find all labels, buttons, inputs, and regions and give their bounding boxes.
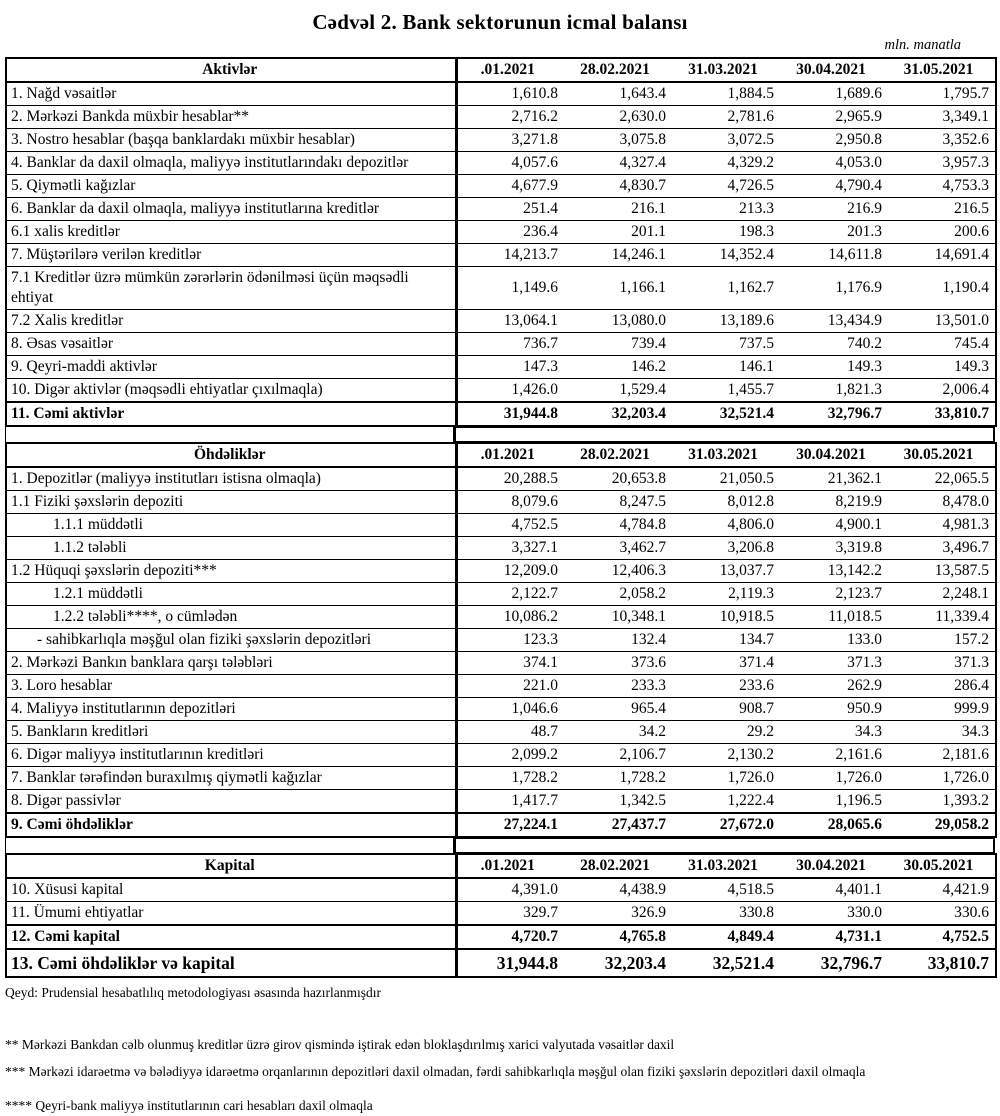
table-row: [6, 560, 996, 583]
table-row: [6, 106, 996, 129]
cell-value: 371.3: [888, 652, 996, 675]
cell-value: 32,796.7: [780, 402, 888, 426]
row-label: 7.2 Xalis kreditlər: [6, 310, 456, 333]
cell-value: 22,065.5: [888, 467, 996, 491]
cell-value: 13,501.0: [888, 310, 996, 333]
row-label: 11. Cəmi aktivlər: [6, 402, 456, 426]
table-row: [6, 467, 996, 491]
row-label: 10. Digər aktivlər (məqsədli ehtiyatlar çıxılmaqla): [6, 379, 456, 403]
cell-value: 4,752.5: [456, 514, 564, 537]
cell-value: 8,247.5: [564, 491, 672, 514]
table-row: [6, 152, 996, 175]
cell-value: 2,248.1: [888, 583, 996, 606]
table-row: [6, 244, 996, 267]
row-label: 9. Qeyri-maddi aktivlər: [6, 356, 456, 379]
date-column-header: 31.05.2021: [888, 58, 996, 82]
cell-value: 149.3: [780, 356, 888, 379]
cell-value: 12,209.0: [456, 560, 564, 583]
cell-value: 908.7: [672, 698, 780, 721]
cell-value: 4,753.3: [888, 175, 996, 198]
table-row: [6, 629, 996, 652]
table-row: [6, 652, 996, 675]
cell-value: 374.1: [456, 652, 564, 675]
cell-value: 21,050.5: [672, 467, 780, 491]
row-label: 1.2 Hüquqi şəxslərin depoziti***: [6, 560, 456, 583]
row-label: 1.2.2 tələbli****, o cümlədən: [6, 606, 456, 629]
cell-value: 4,053.0: [780, 152, 888, 175]
cell-value: 3,957.3: [888, 152, 996, 175]
row-label: 7. Müştərilərə verilən kreditlər: [6, 244, 456, 267]
row-label: 1. Depozitlər (maliyyə institutları istisna olmaqla): [6, 467, 456, 491]
cell-value: 2,965.9: [780, 106, 888, 129]
cell-value: 11,339.4: [888, 606, 996, 629]
cell-value: 4,765.8: [564, 925, 672, 949]
cell-value: 737.5: [672, 333, 780, 356]
cell-value: 27,224.1: [456, 813, 564, 837]
aktivler-section-title: Aktivlər: [6, 58, 456, 82]
cell-value: 371.3: [780, 652, 888, 675]
cell-value: 27,437.7: [564, 813, 672, 837]
row-label: 2. Mərkəzi Bankda müxbir hesablar**: [6, 106, 456, 129]
cell-value: 4,790.4: [780, 175, 888, 198]
table-row: [6, 698, 996, 721]
cell-value: 2,058.2: [564, 583, 672, 606]
cell-value: 2,006.4: [888, 379, 996, 403]
table-spacer: [5, 427, 995, 442]
cell-value: 1,726.0: [672, 767, 780, 790]
cell-value: 3,349.1: [888, 106, 996, 129]
cell-value: 4,329.2: [672, 152, 780, 175]
cell-value: 2,130.2: [672, 744, 780, 767]
page-title: Cədvəl 2. Bank sektorunun icmal balansı: [312, 10, 688, 34]
cell-value: 330.6: [888, 902, 996, 926]
cell-value: 10,086.2: [456, 606, 564, 629]
cell-value: 1,162.7: [672, 267, 780, 310]
cell-value: 286.4: [888, 675, 996, 698]
cell-value: 13,080.0: [564, 310, 672, 333]
cell-value: 201.3: [780, 221, 888, 244]
cell-value: 2,122.7: [456, 583, 564, 606]
aktivler-table: [5, 57, 997, 427]
unit-label: mln. manatla: [884, 37, 961, 53]
cell-value: 4,830.7: [564, 175, 672, 198]
cell-value: 965.4: [564, 698, 672, 721]
cell-value: 1,149.6: [456, 267, 564, 310]
cell-value: 740.2: [780, 333, 888, 356]
cell-value: 1,728.2: [456, 767, 564, 790]
date-column-header: 28.02.2021: [564, 58, 672, 82]
cell-value: 216.1: [564, 198, 672, 221]
table-row: [6, 537, 996, 560]
cell-value: 27,672.0: [672, 813, 780, 837]
cell-value: 149.3: [888, 356, 996, 379]
cell-value: 330.0: [780, 902, 888, 926]
table-row: [6, 221, 996, 244]
date-column-header: 30.05.2021: [888, 443, 996, 467]
cell-value: 1,176.9: [780, 267, 888, 310]
cell-value: 2,106.7: [564, 744, 672, 767]
cell-value: 13,037.7: [672, 560, 780, 583]
cell-value: 14,352.4: [672, 244, 780, 267]
cell-value: 14,611.8: [780, 244, 888, 267]
table-row: [6, 514, 996, 537]
table-row: [6, 267, 996, 310]
cell-value: 4,518.5: [672, 878, 780, 902]
table-row: [6, 813, 996, 837]
cell-value: 2,161.6: [780, 744, 888, 767]
cell-value: 3,319.8: [780, 537, 888, 560]
cell-value: 2,781.6: [672, 106, 780, 129]
cell-value: 133.0: [780, 629, 888, 652]
cell-value: 3,206.8: [672, 537, 780, 560]
date-column-header: 30.04.2021: [780, 443, 888, 467]
row-label: 7. Banklar tərəfindən buraxılmış qiymətli kağızlar: [6, 767, 456, 790]
cell-value: 4,421.9: [888, 878, 996, 902]
kapital-table: [5, 853, 997, 978]
cell-value: 1,393.2: [888, 790, 996, 814]
table-row: [6, 333, 996, 356]
date-column-header: 30.04.2021: [780, 58, 888, 82]
table-row: [6, 721, 996, 744]
row-label: 2. Mərkəzi Bankın banklara qarşı tələbləri: [6, 652, 456, 675]
cell-value: 4,677.9: [456, 175, 564, 198]
cell-value: 157.2: [888, 629, 996, 652]
cell-value: 4,900.1: [780, 514, 888, 537]
cell-value: 2,099.2: [456, 744, 564, 767]
date-column-header: 28.02.2021: [564, 854, 672, 878]
row-label: 6. Banklar da daxil olmaqla, maliyyə institutlarına kreditlər: [6, 198, 456, 221]
table-row: [6, 790, 996, 814]
row-label: 3. Nostro hesablar (başqa banklardakı müxbir hesablar): [6, 129, 456, 152]
cell-value: 233.6: [672, 675, 780, 698]
cell-value: 4,726.5: [672, 175, 780, 198]
table-row: [6, 675, 996, 698]
table-row: [6, 198, 996, 221]
cell-value: 20,288.5: [456, 467, 564, 491]
row-label: 5. Bankların kreditləri: [6, 721, 456, 744]
cell-value: 4,752.5: [888, 925, 996, 949]
cell-value: 2,630.0: [564, 106, 672, 129]
cell-value: 4,784.8: [564, 514, 672, 537]
date-column-header: 31.03.2021: [672, 443, 780, 467]
balance-tables: [5, 57, 995, 978]
cell-value: 14,213.7: [456, 244, 564, 267]
cell-value: 134.7: [672, 629, 780, 652]
cell-value: 2,119.3: [672, 583, 780, 606]
table-spacer: [5, 838, 995, 853]
row-label: 9. Cəmi öhdəliklər: [6, 813, 456, 837]
cell-value: 221.0: [456, 675, 564, 698]
ohdelikler-table: [5, 442, 997, 838]
cell-value: 32,521.4: [672, 949, 780, 977]
cell-value: 216.9: [780, 198, 888, 221]
spacer-data-cell: [456, 427, 993, 442]
aktivler-header-row: [6, 58, 996, 82]
date-column-header: 30.05.2021: [888, 854, 996, 878]
cell-value: 1,190.4: [888, 267, 996, 310]
cell-value: 216.5: [888, 198, 996, 221]
cell-value: 4,731.1: [780, 925, 888, 949]
kapital-header-row: [6, 854, 996, 878]
cell-value: 132.4: [564, 629, 672, 652]
cell-value: 1,689.6: [780, 82, 888, 106]
row-label: 5. Qiymətli kağızlar: [6, 175, 456, 198]
cell-value: 330.8: [672, 902, 780, 926]
cell-value: 4,401.1: [780, 878, 888, 902]
cell-value: 1,726.0: [780, 767, 888, 790]
table-row: [6, 82, 996, 106]
row-label: 6.1 xalis kreditlər: [6, 221, 456, 244]
cell-value: 950.9: [780, 698, 888, 721]
row-label: 4. Banklar da daxil olmaqla, maliyyə institutlarındakı depozitlər: [6, 152, 456, 175]
row-label: 8. Əsas vəsaitlər: [6, 333, 456, 356]
table-row: [6, 356, 996, 379]
table-row: [6, 949, 996, 977]
cell-value: 1,196.5: [780, 790, 888, 814]
spacer-label-cell: [6, 838, 456, 853]
cell-value: 4,849.4: [672, 925, 780, 949]
row-label: 12. Cəmi kapital: [6, 925, 456, 949]
cell-value: 1,222.4: [672, 790, 780, 814]
cell-value: 1,342.5: [564, 790, 672, 814]
cell-value: 1,455.7: [672, 379, 780, 403]
cell-value: 3,075.8: [564, 129, 672, 152]
row-label: 11. Ümumi ehtiyatlar: [6, 902, 456, 926]
cell-value: 33,810.7: [888, 402, 996, 426]
cell-value: 3,271.8: [456, 129, 564, 152]
table-row: [6, 767, 996, 790]
cell-value: 2,181.6: [888, 744, 996, 767]
cell-value: 999.9: [888, 698, 996, 721]
cell-value: 736.7: [456, 333, 564, 356]
cell-value: 1,417.7: [456, 790, 564, 814]
cell-value: 4,806.0: [672, 514, 780, 537]
date-column-header: .01.2021: [456, 58, 564, 82]
cell-value: 32,203.4: [564, 949, 672, 977]
cell-value: 1,728.2: [564, 767, 672, 790]
row-label: 13. Cəmi öhdəliklər və kapital: [6, 949, 456, 977]
cell-value: 31,944.8: [456, 402, 564, 426]
table-row: [6, 491, 996, 514]
cell-value: 12,406.3: [564, 560, 672, 583]
cell-value: 1,821.3: [780, 379, 888, 403]
cell-value: 31,944.8: [456, 949, 564, 977]
cell-value: 739.4: [564, 333, 672, 356]
cell-value: 1,795.7: [888, 82, 996, 106]
footnotes: [5, 1035, 995, 1116]
row-label: 10. Xüsusi kapital: [6, 878, 456, 902]
cell-value: 13,064.1: [456, 310, 564, 333]
table-row: [6, 606, 996, 629]
cell-value: 236.4: [456, 221, 564, 244]
cell-value: 13,587.5: [888, 560, 996, 583]
row-label: 8. Digər passivlər: [6, 790, 456, 814]
cell-value: 233.3: [564, 675, 672, 698]
cell-value: 29,058.2: [888, 813, 996, 837]
table-row: [6, 925, 996, 949]
cell-value: 34.2: [564, 721, 672, 744]
row-label: 4. Maliyyə institutlarının depozitləri: [6, 698, 456, 721]
cell-value: 201.1: [564, 221, 672, 244]
cell-value: 4,438.9: [564, 878, 672, 902]
ohdelikler-section-title: Öhdəliklər: [6, 443, 456, 467]
cell-value: 2,123.7: [780, 583, 888, 606]
cell-value: 20,653.8: [564, 467, 672, 491]
cell-value: 14,246.1: [564, 244, 672, 267]
cell-value: 8,219.9: [780, 491, 888, 514]
cell-value: 213.3: [672, 198, 780, 221]
row-label: 7.1 Kreditlər üzrə mümkün zərərlərin ödənilməsi üçün məqsədli ehtiyat: [6, 267, 456, 310]
cell-value: 32,796.7: [780, 949, 888, 977]
cell-value: 4,057.6: [456, 152, 564, 175]
table-row: [6, 902, 996, 926]
cell-value: 8,079.6: [456, 491, 564, 514]
cell-value: 4,981.3: [888, 514, 996, 537]
cell-value: 146.1: [672, 356, 780, 379]
cell-value: 29.2: [672, 721, 780, 744]
cell-value: 1,610.8: [456, 82, 564, 106]
cell-value: 147.3: [456, 356, 564, 379]
cell-value: 28,065.6: [780, 813, 888, 837]
spacer-data-cell: [456, 838, 993, 853]
date-column-header: 31.03.2021: [672, 854, 780, 878]
cell-value: 3,352.6: [888, 129, 996, 152]
table-row: [6, 129, 996, 152]
cell-value: 32,521.4: [672, 402, 780, 426]
footnote-text: *** Mərkəzi idarəetmə və bələdiyyə idarəetmə orqanlarının depozitləri daxil olmadan, fərdi sahibkarlıqla məşğul olan fiziki şəxslərin depozitləri daxil olmaqla: [5, 1064, 866, 1079]
footnote-text: ** Mərkəzi Bankdan cəlb olunmuş kreditlər üzrə girov qismində iştirak edən bloklaşdırılmış xarici valyutada vəsaitlər daxil: [5, 1037, 675, 1052]
cell-value: 262.9: [780, 675, 888, 698]
cell-value: 14,691.4: [888, 244, 996, 267]
cell-value: 32,203.4: [564, 402, 672, 426]
table-row: [6, 402, 996, 426]
date-column-header: .01.2021: [456, 854, 564, 878]
date-column-header: 28.02.2021: [564, 443, 672, 467]
cell-value: 10,348.1: [564, 606, 672, 629]
footnote-text: **** Qeyri-bank maliyyə institutlarının cari hesabları daxil olmaqla: [5, 1098, 373, 1113]
row-label: 6. Digər maliyyə institutlarının kreditləri: [6, 744, 456, 767]
cell-value: 200.6: [888, 221, 996, 244]
cell-value: 34.3: [888, 721, 996, 744]
row-label: 1.2.1 müddətli: [6, 583, 456, 606]
row-label: 1. Nağd vəsaitlər: [6, 82, 456, 106]
cell-value: 326.9: [564, 902, 672, 926]
kapital-section-title: Kapital: [6, 854, 456, 878]
cell-value: 48.7: [456, 721, 564, 744]
cell-value: 1,529.4: [564, 379, 672, 403]
row-label: 1.1.2 tələbli: [6, 537, 456, 560]
table-row: [6, 878, 996, 902]
cell-value: 13,142.2: [780, 560, 888, 583]
cell-value: 2,950.8: [780, 129, 888, 152]
cell-value: 4,391.0: [456, 878, 564, 902]
cell-value: 3,462.7: [564, 537, 672, 560]
cell-value: 13,189.6: [672, 310, 780, 333]
cell-value: 8,478.0: [888, 491, 996, 514]
cell-value: 1,166.1: [564, 267, 672, 310]
cell-value: 146.2: [564, 356, 672, 379]
cell-value: 1,884.5: [672, 82, 780, 106]
date-column-header: .01.2021: [456, 443, 564, 467]
methodology-note: Qeyd: Prudensial hesabatlılıq metodologiyası əsasında hazırlanmışdır: [5, 985, 382, 1000]
ohdelikler-header-row: [6, 443, 996, 467]
cell-value: 3,327.1: [456, 537, 564, 560]
cell-value: 10,918.5: [672, 606, 780, 629]
row-label: 3. Loro hesablar: [6, 675, 456, 698]
cell-value: 1,426.0: [456, 379, 564, 403]
table-row: [6, 310, 996, 333]
cell-value: 123.3: [456, 629, 564, 652]
row-label: 1.1 Fiziki şəxslərin depoziti: [6, 491, 456, 514]
cell-value: 11,018.5: [780, 606, 888, 629]
cell-value: 34.3: [780, 721, 888, 744]
cell-value: 373.6: [564, 652, 672, 675]
cell-value: 3,072.5: [672, 129, 780, 152]
cell-value: 1,643.4: [564, 82, 672, 106]
cell-value: 13,434.9: [780, 310, 888, 333]
date-column-header: 30.04.2021: [780, 854, 888, 878]
cell-value: 371.4: [672, 652, 780, 675]
cell-value: 1,726.0: [888, 767, 996, 790]
date-column-header: 31.03.2021: [672, 58, 780, 82]
row-label: 1.1.1 müddətli: [6, 514, 456, 537]
cell-value: 198.3: [672, 221, 780, 244]
cell-value: 329.7: [456, 902, 564, 926]
cell-value: 745.4: [888, 333, 996, 356]
cell-value: 1,046.6: [456, 698, 564, 721]
spacer-label-cell: [6, 427, 456, 442]
row-label: - sahibkarlıqla məşğul olan fiziki şəxslərin depozitləri: [6, 629, 456, 652]
cell-value: 3,496.7: [888, 537, 996, 560]
cell-value: 251.4: [456, 198, 564, 221]
cell-value: 4,720.7: [456, 925, 564, 949]
table-row: [6, 744, 996, 767]
table-row: [6, 175, 996, 198]
cell-value: 21,362.1: [780, 467, 888, 491]
cell-value: 8,012.8: [672, 491, 780, 514]
cell-value: 2,716.2: [456, 106, 564, 129]
table-row: [6, 379, 996, 403]
cell-value: 4,327.4: [564, 152, 672, 175]
table-row: [6, 583, 996, 606]
cell-value: 33,810.7: [888, 949, 996, 977]
